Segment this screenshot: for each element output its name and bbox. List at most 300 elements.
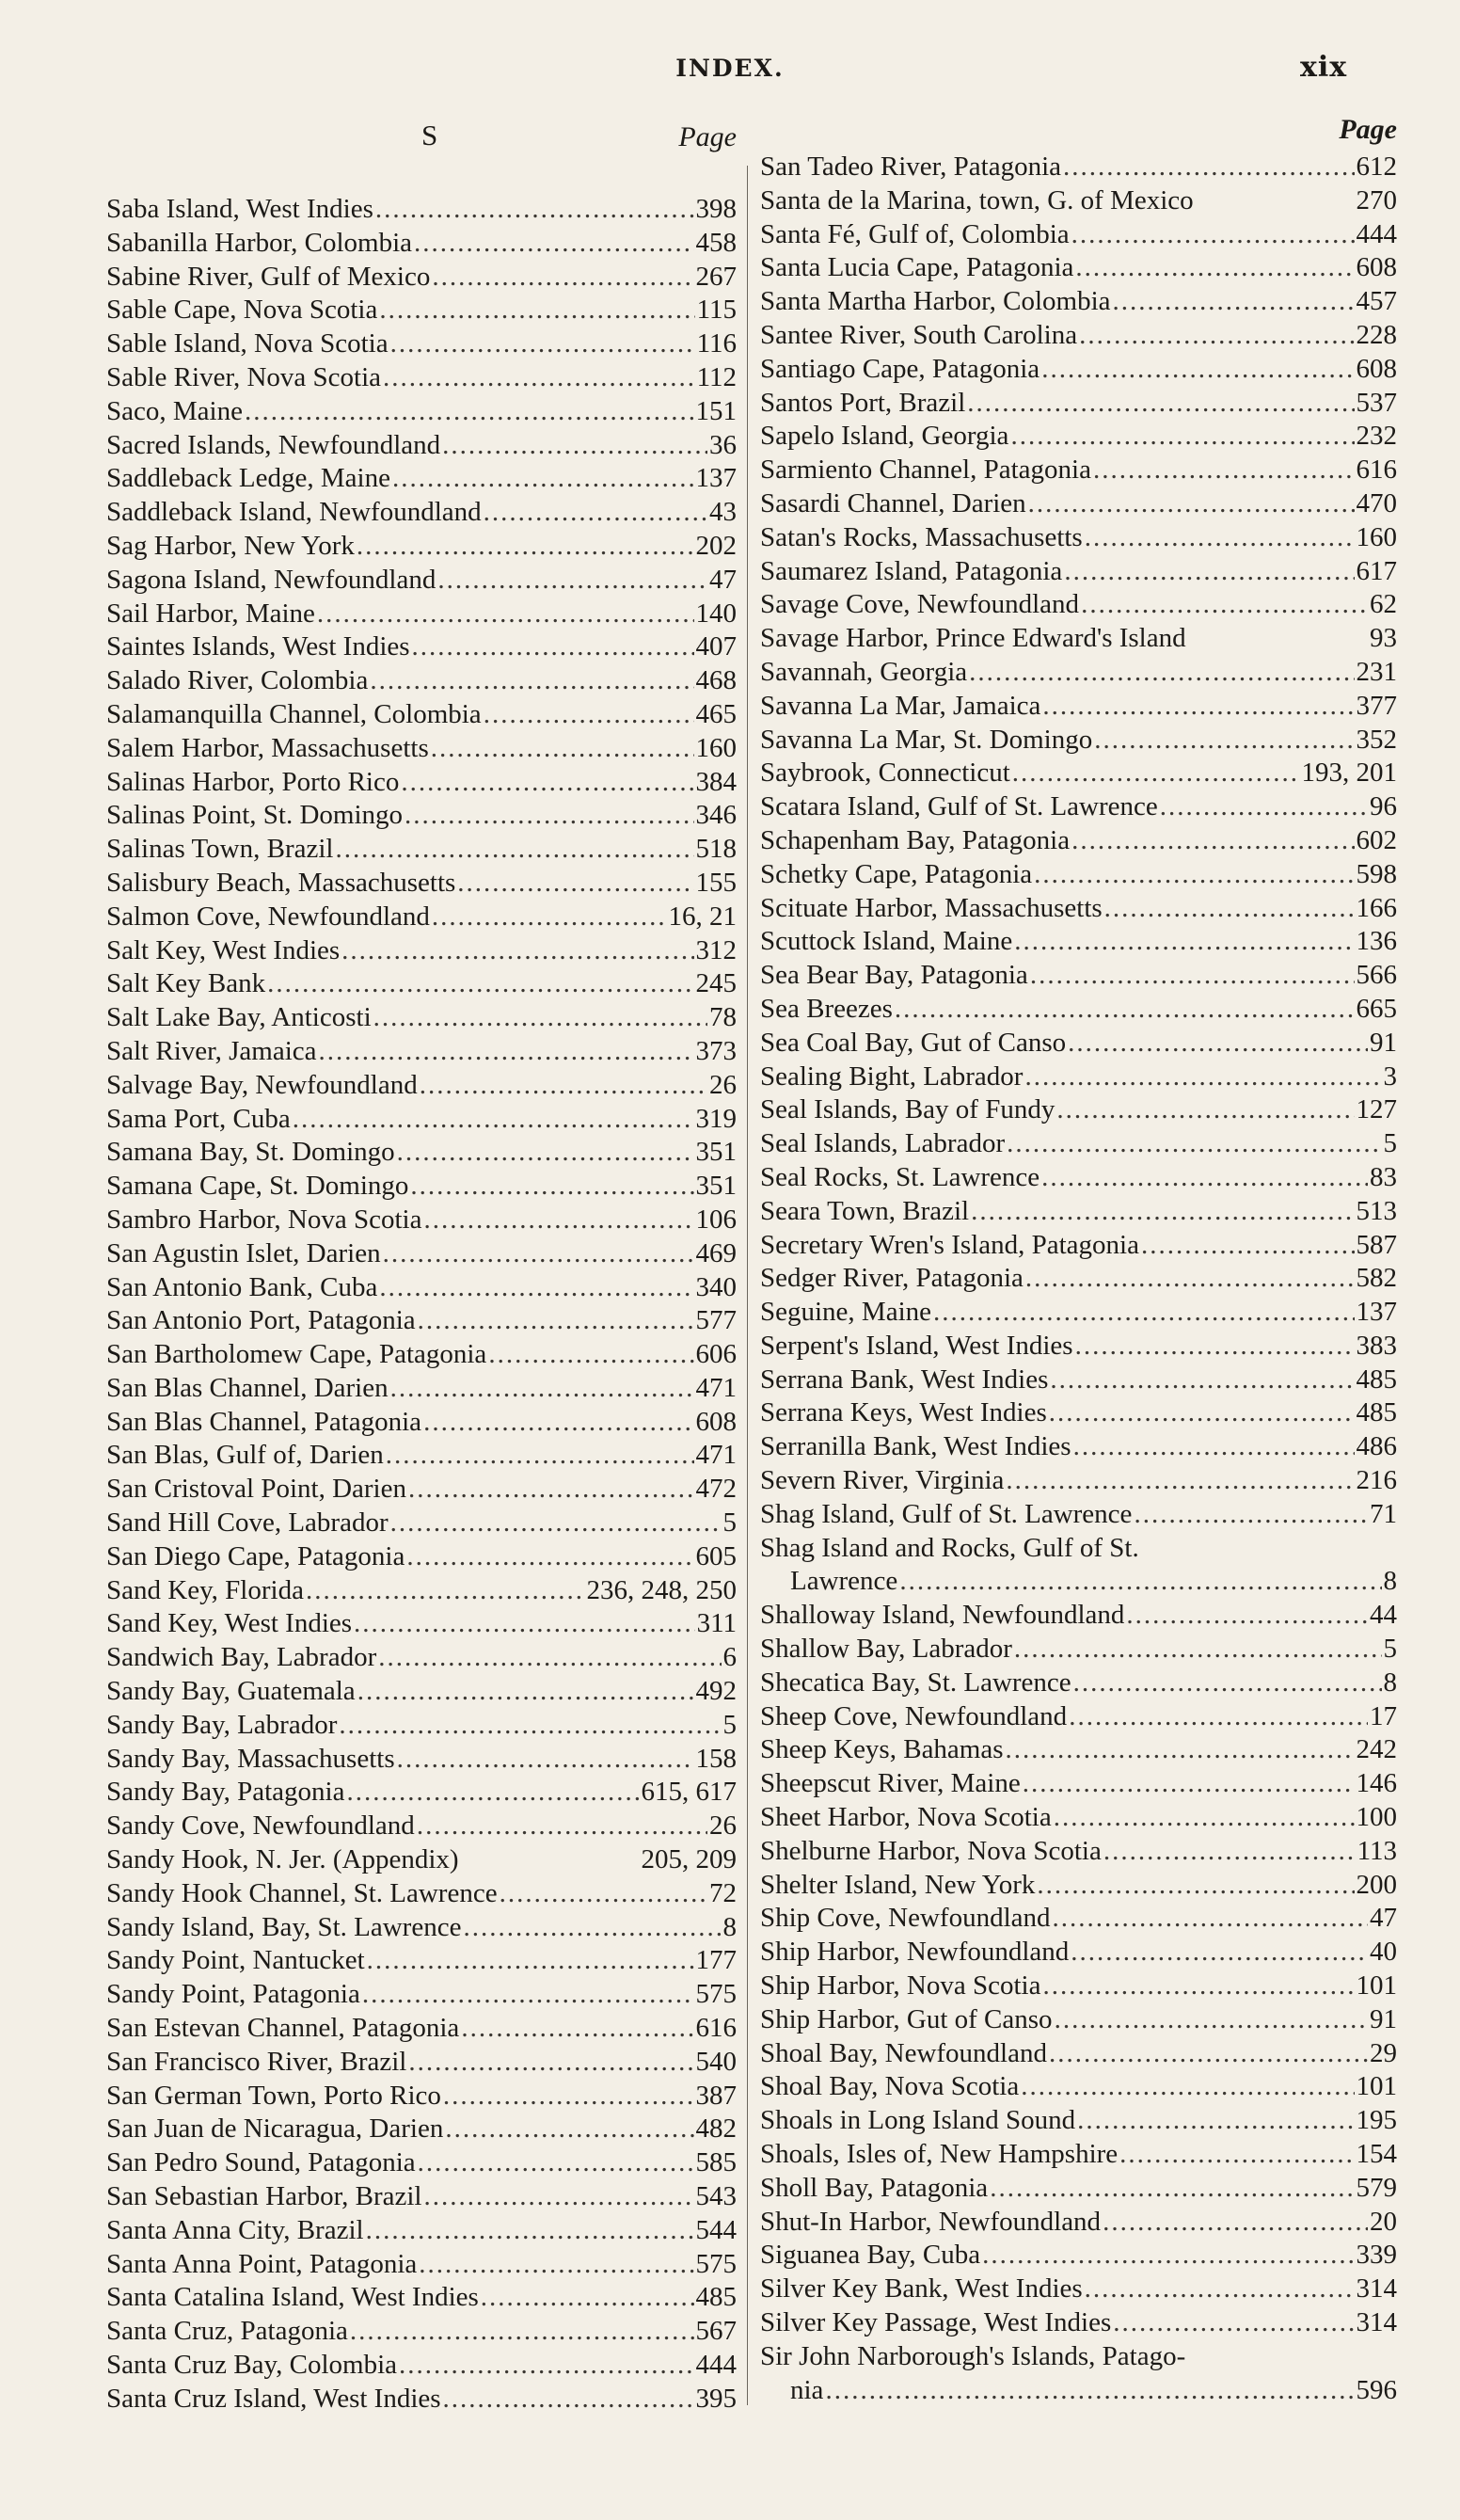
- entry-name: Sarmiento Channel, Patagonia: [760, 455, 1091, 486]
- index-entry: [106, 630, 737, 664]
- entry-page: 47: [1370, 1903, 1397, 1934]
- entry-page: 608: [695, 1406, 737, 1437]
- entry-page: 8: [722, 1911, 737, 1942]
- entry-name: Shoals, Isles of, New Hampshire: [760, 2139, 1119, 2170]
- entry-page: 245: [695, 968, 737, 999]
- index-entry: [760, 387, 1397, 421]
- index-entry: [760, 1869, 1397, 1903]
- entry-name: San Sebastian Harbor, Brazil: [106, 2181, 422, 2212]
- entry-page: 407: [695, 631, 737, 662]
- index-entry: [106, 967, 737, 1001]
- index-entry: [106, 1439, 737, 1473]
- dot-leader: [423, 2180, 693, 2214]
- entry-name: Sand Key, West Indies: [106, 1608, 353, 1639]
- left-column-header: [106, 119, 737, 161]
- dot-leader: [423, 1204, 693, 1237]
- entry-page: 351: [695, 1171, 737, 1202]
- entry-name: Salinas Point, St. Domingo: [106, 800, 404, 831]
- entry-page: 540: [695, 2046, 737, 2077]
- index-entry: [760, 151, 1397, 184]
- index-entry: [106, 564, 737, 598]
- entry-page: 665: [1356, 993, 1397, 1024]
- entry-page: 612: [1356, 152, 1397, 182]
- index-entry: [760, 218, 1397, 252]
- entry-name: Sandy Point, Patagonia: [106, 1979, 360, 2010]
- index-entry: [106, 1372, 737, 1406]
- entry-name: Sama Port, Cuba: [106, 1103, 291, 1134]
- dot-leader: [463, 1911, 721, 1945]
- index-entry: [760, 2003, 1397, 2037]
- entry-name: Santa Anna City, Brazil: [106, 2214, 364, 2245]
- dot-leader: [1104, 892, 1355, 926]
- dot-leader: [357, 530, 694, 564]
- dot-leader: [410, 1170, 693, 1204]
- entry-name: Santee River, South Carolina: [760, 319, 1078, 350]
- dot-leader: [383, 1237, 694, 1271]
- dot-leader: [1069, 1700, 1368, 1734]
- index-entry: [106, 698, 737, 732]
- entry-page: 352: [1356, 724, 1397, 755]
- dot-leader: [1068, 1027, 1368, 1061]
- entry-name: Shallow Bay, Labrador: [760, 1634, 1012, 1665]
- index-entry: [760, 2037, 1397, 2071]
- dot-leader: [1071, 1936, 1368, 1970]
- entry-name: Saybrook, Connecticut: [760, 758, 1010, 789]
- entry-name: Sandy Cove, Newfoundland: [106, 1810, 415, 1842]
- entry-page: 458: [695, 227, 737, 258]
- dot-leader: [357, 1675, 694, 1709]
- dot-leader: [293, 1103, 694, 1137]
- entry-page: 195: [1356, 2105, 1397, 2136]
- entry-page: 312: [695, 934, 737, 965]
- dot-leader: [399, 2349, 693, 2383]
- index-entry: [760, 1093, 1397, 1127]
- entry-page: 5: [722, 1507, 737, 1539]
- entry-page: 319: [695, 1103, 737, 1134]
- entry-page: 471: [695, 1440, 737, 1471]
- entry-name: San German Town, Porto Rico: [106, 2080, 441, 2111]
- entry-name: Schetky Cape, Patagonia: [760, 858, 1033, 889]
- index-entry: [760, 555, 1397, 589]
- dot-leader: [1006, 1733, 1355, 1767]
- entry-page: 472: [695, 1474, 737, 1505]
- index-entry: [106, 934, 737, 968]
- dot-leader: [1021, 2070, 1354, 2104]
- entry-name: Shoal Bay, Nova Scotia: [760, 2071, 1020, 2102]
- entry-page: 444: [1356, 218, 1397, 249]
- index-entry: [760, 487, 1397, 521]
- entry-name: Shecatica Bay, St. Lawrence: [760, 1667, 1071, 1698]
- index-entry: [106, 1810, 737, 1843]
- index-entry: [106, 1035, 737, 1069]
- index-entry: [760, 993, 1397, 1027]
- entry-page: 606: [695, 1339, 737, 1370]
- index-entry: [760, 1801, 1397, 1835]
- entry-page: 193, 201: [1301, 758, 1397, 789]
- index-entry: [760, 588, 1397, 622]
- dot-leader: [1103, 1835, 1356, 1869]
- dot-leader: [969, 656, 1354, 690]
- index-entry: [106, 766, 737, 800]
- index-entry: [106, 1743, 737, 1777]
- dot-leader: [971, 1195, 1354, 1229]
- index-entry: [760, 2206, 1397, 2240]
- index-entry: [106, 2180, 737, 2214]
- index-entry: [760, 1700, 1397, 1734]
- entry-page: 346: [695, 800, 737, 831]
- entry-name: Lawrence: [790, 1566, 898, 1597]
- running-title: INDEX.: [675, 55, 785, 82]
- entry-page: 127: [1356, 1094, 1397, 1125]
- entry-page: 72: [709, 1877, 737, 1908]
- index-entry: [106, 530, 737, 564]
- dot-leader: [1053, 1902, 1369, 1936]
- dot-leader: [982, 2239, 1354, 2273]
- dot-leader: [933, 1296, 1354, 1330]
- entry-page: 8: [1383, 1667, 1397, 1698]
- entry-name: Savage Harbor, Prince Edward's Island: [760, 623, 1186, 654]
- entry-page: 575: [695, 2248, 737, 2279]
- entry-name: Schapenham Bay, Patagonia: [760, 824, 1071, 855]
- entry-page: 236, 248, 250: [586, 1574, 737, 1605]
- entry-page: 200: [1356, 1869, 1397, 1900]
- entry-page: 575: [695, 1979, 737, 2010]
- entry-page: 83: [1370, 1161, 1397, 1192]
- entry-name: Saintes Islands, West Indies: [106, 631, 410, 662]
- dot-leader: [346, 1776, 639, 1810]
- entry-name: Sag Harbor, New York: [106, 530, 355, 561]
- entry-name: Santa Anna Point, Patagonia: [106, 2248, 418, 2279]
- entry-page: 113: [1357, 1835, 1397, 1866]
- index-entry: [106, 1001, 737, 1035]
- dot-leader: [481, 2281, 694, 2315]
- index-entry: [760, 1195, 1397, 1229]
- dot-leader: [1160, 790, 1368, 824]
- entry-name: Sable Cape, Nova Scotia: [106, 295, 378, 326]
- index-entry: [106, 867, 737, 901]
- index-entry: [106, 1540, 737, 1574]
- entry-name: Scatara Island, Gulf of St. Lawrence: [760, 791, 1158, 822]
- entry-name: Sandy Hook, N. Jer. (Appendix): [106, 1844, 459, 1875]
- entry-page: 377: [1356, 690, 1397, 721]
- dot-leader: [1012, 757, 1300, 790]
- dot-leader: [423, 1406, 693, 1440]
- dot-leader: [339, 1709, 721, 1743]
- dot-leader: [443, 2383, 694, 2416]
- index-entry: [760, 959, 1397, 993]
- dot-leader: [1056, 1093, 1354, 1127]
- entry-name: Sedger River, Patagonia: [760, 1263, 1024, 1294]
- dot-leader: [392, 462, 694, 496]
- entry-name: Ship Harbor, Newfoundland: [760, 1937, 1070, 1968]
- entry-name: Sandy Bay, Massachusetts: [106, 1743, 395, 1774]
- dot-leader: [1075, 251, 1354, 285]
- entry-name: Silver Key Passage, West Indies: [760, 2307, 1112, 2337]
- entry-name: Seal Islands, Labrador: [760, 1128, 1006, 1159]
- dot-leader: [1073, 1430, 1355, 1464]
- entry-page: 43: [709, 497, 737, 528]
- index-entry: [106, 1776, 737, 1810]
- dot-leader: [1010, 420, 1354, 454]
- index-entry: [760, 1498, 1397, 1532]
- entry-page: 465: [695, 698, 737, 729]
- dot-leader: [1071, 824, 1354, 858]
- dot-leader: [1063, 151, 1354, 184]
- entry-name: Scituate Harbor, Massachusetts: [760, 892, 1103, 923]
- entry-name: Santa Fé, Gulf of, Colombia: [760, 218, 1070, 249]
- entry-page: 615, 617: [641, 1777, 737, 1808]
- entry-page: 44: [1370, 1600, 1397, 1631]
- entry-page: 228: [1356, 319, 1397, 350]
- entry-name: San Antonio Bank, Cuba: [106, 1271, 378, 1302]
- entry-name: Santiago Cape, Patagonia: [760, 353, 1040, 384]
- dot-leader: [378, 1641, 721, 1675]
- dot-leader: [445, 2113, 693, 2146]
- entry-page: 616: [1356, 455, 1397, 486]
- index-entry: [760, 1767, 1397, 1801]
- entry-page: 158: [695, 1743, 737, 1774]
- dot-leader: [1023, 1767, 1355, 1801]
- dot-leader: [383, 361, 695, 395]
- entry-page: 96: [1370, 791, 1397, 822]
- dot-leader: [1055, 2003, 1368, 2037]
- dot-leader: [336, 833, 694, 867]
- dot-leader: [1134, 1498, 1368, 1532]
- entry-name: Sheet Harbor, Nova Scotia: [760, 1802, 1052, 1833]
- entry-page: 166: [1356, 892, 1397, 923]
- index-entry: [760, 1936, 1397, 1970]
- index-entry: [106, 2146, 737, 2180]
- index-entry: [106, 1709, 737, 1743]
- entry-page: 485: [1356, 1364, 1397, 1395]
- entry-name: San Francisco River, Brazil: [106, 2046, 407, 2077]
- entry-name: Salt Key, West Indies: [106, 934, 341, 965]
- entry-name: Saumarez Island, Patagonia: [760, 555, 1063, 586]
- entry-name: Sail Harbor, Maine: [106, 598, 315, 629]
- entry-page: 537: [1356, 387, 1397, 418]
- index-entry: [760, 454, 1397, 487]
- entry-name: Sea Breezes: [760, 993, 893, 1024]
- entry-name: Sabine River, Gulf of Mexico: [106, 261, 431, 292]
- entry-page: 486: [1356, 1431, 1397, 1462]
- index-entry: [106, 1675, 737, 1709]
- left-entry-list: [106, 193, 737, 2416]
- index-entry: [760, 1161, 1397, 1195]
- index-entry: [106, 1069, 737, 1103]
- entry-name: Seal Rocks, St. Lawrence: [760, 1161, 1040, 1192]
- entry-name: Saco, Maine: [106, 395, 243, 426]
- dot-leader: [375, 193, 694, 227]
- entry-page: 492: [695, 1676, 737, 1707]
- entry-page: 106: [695, 1204, 737, 1235]
- entry-name: Saba Island, West Indies: [106, 194, 373, 224]
- dot-leader: [967, 387, 1354, 421]
- dot-leader: [1113, 285, 1355, 319]
- dot-leader: [1077, 2104, 1354, 2138]
- entry-page: 17: [1370, 1700, 1397, 1731]
- entry-page: 93: [1370, 623, 1397, 654]
- entry-page: 485: [695, 2282, 737, 2313]
- entry-page: 3: [1383, 1061, 1397, 1092]
- index-entry: [760, 2104, 1397, 2138]
- entry-name: Sandy Bay, Labrador: [106, 1709, 338, 1740]
- index-entry: [106, 901, 737, 934]
- entry-page: 579: [1356, 2172, 1397, 2203]
- page-column-label: Page: [678, 121, 737, 152]
- entry-name: Salinas Harbor, Porto Rico: [106, 766, 400, 797]
- index-entry: [106, 1641, 737, 1675]
- entry-name: Savannah, Georgia: [760, 656, 968, 687]
- entry-page: 137: [1356, 1297, 1397, 1328]
- entry-name: Sambro Harbor, Nova Scotia: [106, 1204, 422, 1235]
- dot-leader: [895, 993, 1355, 1027]
- entry-page: 608: [1356, 353, 1397, 384]
- index-entry: [760, 2374, 1397, 2408]
- entry-name: Sea Bear Bay, Patagonia: [760, 960, 1028, 991]
- dot-leader: [1126, 1599, 1368, 1633]
- dot-leader: [442, 429, 707, 463]
- dot-leader: [306, 1574, 585, 1608]
- entry-page: 582: [1356, 1263, 1397, 1294]
- entry-page: 112: [696, 361, 737, 392]
- index-entry: [760, 757, 1397, 790]
- dot-leader: [1071, 218, 1355, 252]
- index-entry: [106, 1978, 737, 2012]
- dot-leader: [1041, 1161, 1368, 1195]
- entry-page: 231: [1356, 656, 1397, 687]
- dot-leader: [317, 598, 694, 631]
- index-entry: [106, 1944, 737, 1978]
- entry-name: Salt River, Jamaica: [106, 1035, 317, 1066]
- entry-name: Sand Hill Cove, Labrador: [106, 1507, 389, 1539]
- entry-page: 40: [1370, 1937, 1397, 1968]
- index-entry: [760, 2340, 1397, 2374]
- entry-page: 518: [695, 834, 737, 865]
- entry-name: Sealing Bight, Labrador: [760, 1061, 1024, 1092]
- entry-page: 270: [1356, 184, 1397, 215]
- dot-leader: [484, 496, 707, 530]
- index-entry: [760, 2172, 1397, 2206]
- entry-page: 5: [1383, 1128, 1397, 1159]
- dot-leader: [341, 934, 693, 968]
- index-entry: [760, 724, 1397, 758]
- entry-name: nia: [790, 2374, 824, 2405]
- dot-leader: [390, 1372, 694, 1406]
- entry-name: Savanna La Mar, Jamaica: [760, 690, 1041, 721]
- entry-name: Samana Bay, St. Domingo: [106, 1137, 395, 1168]
- index-entry: [760, 1296, 1397, 1330]
- dot-leader: [431, 732, 694, 766]
- entry-page: 154: [1356, 2139, 1397, 2170]
- entry-name: San Juan de Nicaragua, Darien: [106, 2113, 444, 2145]
- entry-name: Shoals in Long Island Sound: [760, 2105, 1076, 2136]
- entry-page: 587: [1356, 1229, 1397, 1260]
- dot-leader: [401, 766, 693, 800]
- entry-name: Salem Harbor, Massachusetts: [106, 732, 429, 763]
- entry-name: San Agustin Islet, Darien: [106, 1237, 381, 1268]
- index-entry: [106, 2046, 737, 2080]
- entry-page: 20: [1370, 2206, 1397, 2237]
- index-entry: [106, 2012, 737, 2046]
- dot-leader: [1025, 1262, 1355, 1296]
- entry-page: 373: [695, 1035, 737, 1066]
- entry-page: 29: [1370, 2037, 1397, 2068]
- entry-page: 8: [1383, 1566, 1397, 1597]
- dot-leader: [1085, 2273, 1355, 2306]
- entry-page: 115: [696, 295, 737, 326]
- entry-name: Sandy Bay, Patagonia: [106, 1777, 345, 1808]
- entry-page: 567: [695, 2316, 737, 2347]
- index-entry: [106, 1843, 737, 1877]
- index-entry: [106, 1204, 737, 1237]
- index-entry: [760, 184, 1397, 218]
- index-entry: [760, 1127, 1397, 1161]
- index-entry: [760, 353, 1397, 387]
- dot-leader: [1007, 1127, 1381, 1161]
- dot-leader: [354, 1607, 695, 1641]
- entry-page: 160: [1356, 521, 1397, 552]
- entry-page: 485: [1356, 1397, 1397, 1428]
- entry-page: 101: [1356, 1970, 1397, 2002]
- index-entry: [106, 2248, 737, 2282]
- entry-name: San Blas Channel, Darien: [106, 1372, 389, 1403]
- dot-leader: [1006, 1464, 1354, 1498]
- entry-page: 6: [722, 1642, 737, 1673]
- entry-page: 202: [695, 530, 737, 561]
- dot-leader: [1113, 2306, 1354, 2340]
- index-entry: [760, 1599, 1397, 1633]
- entry-name: San Blas Channel, Patagonia: [106, 1406, 422, 1437]
- index-entry: [106, 395, 737, 429]
- dot-leader: [408, 2046, 693, 2080]
- entry-page: 482: [695, 2113, 737, 2145]
- dot-leader: [1081, 588, 1368, 622]
- index-entry: [106, 1607, 737, 1641]
- dot-leader: [412, 630, 694, 664]
- entry-name: Silver Key Bank, West Indies: [760, 2273, 1083, 2305]
- index-entry: [760, 1364, 1397, 1397]
- dot-leader: [484, 698, 694, 732]
- index-entry: [106, 361, 737, 395]
- entry-page: 205, 209: [641, 1844, 737, 1875]
- entry-name: Seara Town, Brazil: [760, 1195, 970, 1226]
- dot-leader: [1079, 319, 1354, 353]
- index-entry: [106, 1338, 737, 1372]
- dot-leader: [397, 1743, 694, 1777]
- entry-page: 91: [1370, 1027, 1397, 1058]
- entry-name: Santa Catalina Island, West Indies: [106, 2282, 479, 2313]
- index-entry: [106, 1911, 737, 1945]
- index-entry: [106, 732, 737, 766]
- dot-leader: [1037, 1869, 1354, 1903]
- index-entry: [760, 690, 1397, 724]
- left-column: [106, 119, 737, 2416]
- dot-leader: [500, 1877, 707, 1911]
- index-entry: [760, 656, 1397, 690]
- dot-leader: [1014, 925, 1354, 959]
- entry-page: 137: [695, 463, 737, 494]
- entry-name: Severn River, Virginia: [760, 1465, 1005, 1496]
- index-entry: [106, 598, 737, 631]
- dot-leader: [1049, 1396, 1355, 1430]
- dot-leader: [1042, 1970, 1354, 2003]
- index-entry: [760, 1970, 1397, 2003]
- index-entry: [106, 1473, 737, 1507]
- index-entry: [106, 1877, 737, 1911]
- entry-name: Serrana Bank, West Indies: [760, 1364, 1049, 1395]
- dot-leader: [406, 1540, 693, 1574]
- entry-name: Salt Key Bank: [106, 968, 266, 999]
